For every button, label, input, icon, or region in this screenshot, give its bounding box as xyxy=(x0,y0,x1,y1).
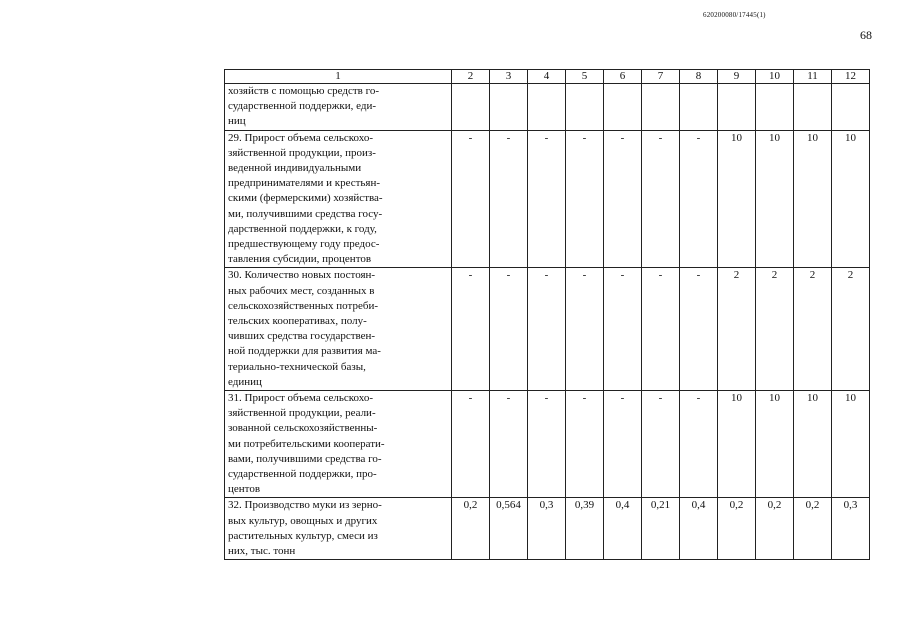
indicator-label-line: сельскохозяйственных потреби- xyxy=(228,299,378,312)
indicator-label-line: 30. Количество новых постоян- xyxy=(228,269,376,282)
value-text: 10 xyxy=(807,131,818,144)
value-cell xyxy=(528,268,566,391)
column-header: 5 xyxy=(566,70,604,84)
value-cell xyxy=(490,84,528,131)
indicators-table xyxy=(224,69,870,560)
value-cell xyxy=(566,268,604,391)
column-header: 2 xyxy=(452,70,490,84)
page-number: 68 xyxy=(860,28,872,42)
value-cell xyxy=(680,498,718,560)
value-cell xyxy=(756,391,794,498)
value-text: 0,4 xyxy=(615,499,630,512)
column-header: 8 xyxy=(680,70,718,84)
value-cell xyxy=(566,130,604,268)
value-cell xyxy=(642,498,680,560)
value-text: 2 xyxy=(733,269,740,282)
column-header-row xyxy=(225,70,870,84)
value-text: 10 xyxy=(731,131,742,144)
value-cell xyxy=(642,268,680,391)
value-cell xyxy=(832,130,870,268)
value-cell xyxy=(756,84,794,131)
column-header: 7 xyxy=(642,70,680,84)
column-header: 10 xyxy=(756,70,794,84)
value-cell xyxy=(528,130,566,268)
value-cell xyxy=(794,498,832,560)
value-cell xyxy=(490,498,528,560)
value-cell xyxy=(452,268,490,391)
value-cell xyxy=(452,130,490,268)
value-text: - xyxy=(620,269,625,282)
value-text: - xyxy=(620,131,625,144)
table-row xyxy=(225,268,870,391)
value-text: - xyxy=(544,131,549,144)
value-cell xyxy=(452,84,490,131)
indicator-label-line: предшествующему году предос- xyxy=(228,238,380,251)
column-header: 3 xyxy=(490,70,528,84)
indicator-label-line: сударственной поддержки, про- xyxy=(228,468,377,481)
value-cell xyxy=(680,268,718,391)
column-header: 11 xyxy=(794,70,832,84)
value-text: - xyxy=(468,131,473,144)
value-text: 0,39 xyxy=(574,499,595,512)
value-text: 0,21 xyxy=(650,499,671,512)
value-text: 10 xyxy=(769,131,780,144)
indicator-label-line: центов xyxy=(228,483,261,496)
value-cell xyxy=(718,130,756,268)
value-text: 2 xyxy=(771,269,778,282)
value-cell xyxy=(794,130,832,268)
value-text: 10 xyxy=(807,392,818,405)
value-text: - xyxy=(658,131,663,144)
value-cell xyxy=(604,268,642,391)
value-text: - xyxy=(696,131,701,144)
value-text: - xyxy=(582,269,587,282)
indicator-label xyxy=(225,391,452,498)
value-text: - xyxy=(506,269,511,282)
value-text: - xyxy=(468,392,473,405)
value-text: 10 xyxy=(845,131,856,144)
value-cell xyxy=(832,268,870,391)
indicator-label-line: вами, получившими средства го- xyxy=(228,452,382,465)
value-cell xyxy=(604,498,642,560)
value-text: 0,2 xyxy=(729,499,744,512)
column-header: 12 xyxy=(832,70,870,84)
value-cell xyxy=(490,391,528,498)
value-cell xyxy=(794,84,832,131)
value-text: - xyxy=(506,131,511,144)
document-id: 620200080/17445(1) xyxy=(703,11,766,19)
indicator-label-line: чивших средства государствен- xyxy=(228,330,376,343)
value-cell xyxy=(756,498,794,560)
indicator-label-line: ной поддержки для развития ма- xyxy=(228,345,381,358)
value-cell xyxy=(566,391,604,498)
indicator-label-line: 29. Прирост объема сельскохо- xyxy=(228,131,373,144)
value-cell xyxy=(528,391,566,498)
value-cell xyxy=(756,130,794,268)
value-cell xyxy=(680,391,718,498)
value-text: 0,3 xyxy=(843,499,858,512)
indicator-label-line: них, тыс. тонн xyxy=(228,545,296,558)
indicator-label-line: вых культур, овощных и других xyxy=(228,514,378,527)
value-cell xyxy=(490,130,528,268)
indicator-label-line: ниц xyxy=(228,115,246,128)
value-text: 0,3 xyxy=(539,499,554,512)
value-cell xyxy=(718,498,756,560)
value-cell xyxy=(604,130,642,268)
value-cell xyxy=(832,498,870,560)
value-text: - xyxy=(696,392,701,405)
value-cell xyxy=(528,84,566,131)
value-cell xyxy=(642,84,680,131)
value-text: 0,4 xyxy=(691,499,706,512)
indicator-label-line: ми, получившими средства госу- xyxy=(228,207,383,220)
value-text: - xyxy=(582,131,587,144)
value-text: 0,564 xyxy=(496,499,521,512)
indicator-label-line: тельских кооперативах, полу- xyxy=(228,315,367,328)
table-row xyxy=(225,391,870,498)
value-cell xyxy=(832,84,870,131)
indicator-label xyxy=(225,268,452,391)
table-row xyxy=(225,498,870,560)
indicator-label-line: зованной сельскохозяйственны- xyxy=(228,422,378,435)
value-text: - xyxy=(582,392,587,405)
value-cell xyxy=(794,391,832,498)
value-text: 10 xyxy=(731,392,742,405)
value-text: 0,2 xyxy=(463,499,478,512)
value-cell xyxy=(794,268,832,391)
value-text: 0,2 xyxy=(767,499,782,512)
indicator-label-line: зяйственной продукции, реали- xyxy=(228,407,376,420)
value-cell xyxy=(718,84,756,131)
value-text: - xyxy=(506,392,511,405)
column-header: 6 xyxy=(604,70,642,84)
table-row xyxy=(225,130,870,268)
value-cell xyxy=(718,391,756,498)
indicator-label-line: 32. Производство муки из зерно- xyxy=(228,499,382,512)
indicator-label-line: веденной индивидуальными xyxy=(228,162,362,175)
indicator-label-line: единиц xyxy=(228,375,262,388)
value-cell xyxy=(832,391,870,498)
value-cell xyxy=(604,391,642,498)
value-text: - xyxy=(658,392,663,405)
value-text: 10 xyxy=(845,392,856,405)
indicator-label-line: растительных культур, смеси из xyxy=(228,529,378,542)
indicator-label-line: тавления субсидии, процентов xyxy=(228,253,372,266)
value-text: 2 xyxy=(809,269,816,282)
value-cell xyxy=(566,84,604,131)
value-cell xyxy=(680,130,718,268)
value-cell xyxy=(452,391,490,498)
value-cell xyxy=(604,84,642,131)
value-cell xyxy=(680,84,718,131)
column-header: 1 xyxy=(225,70,452,84)
value-text: - xyxy=(544,269,549,282)
indicator-label-line: дарственной поддержки, к году, xyxy=(228,222,377,235)
indicator-label xyxy=(225,130,452,268)
indicator-label-line: ных рабочих мест, созданных в xyxy=(228,284,375,297)
indicator-label-line: зяйственной продукции, произ- xyxy=(228,146,376,159)
column-header: 9 xyxy=(718,70,756,84)
indicator-label-line: 31. Прирост объема сельскохо- xyxy=(228,392,373,405)
indicator-label-line: хозяйств с помощью средств го- xyxy=(228,85,379,97)
value-text: 10 xyxy=(769,392,780,405)
indicator-label-line: териально-технической базы, xyxy=(228,360,366,373)
value-cell xyxy=(452,498,490,560)
value-cell xyxy=(642,130,680,268)
value-cell xyxy=(718,268,756,391)
indicator-label-line: ми потребительскими кооперати- xyxy=(228,437,385,450)
value-cell xyxy=(566,498,604,560)
value-text: - xyxy=(658,269,663,282)
indicator-label xyxy=(225,84,452,131)
value-text: - xyxy=(544,392,549,405)
indicator-label-line: сударственной поддержки, еди- xyxy=(228,100,376,113)
value-cell xyxy=(528,498,566,560)
value-cell xyxy=(756,268,794,391)
indicator-label-line: скими (фермерскими) хозяйства- xyxy=(228,192,383,205)
value-text: - xyxy=(620,392,625,405)
value-text: 2 xyxy=(847,269,854,282)
value-cell xyxy=(490,268,528,391)
indicator-label-line: предпринимателями и крестьян- xyxy=(228,177,381,190)
column-header: 4 xyxy=(528,70,566,84)
value-text: 0,2 xyxy=(805,499,820,512)
table-row xyxy=(225,84,870,131)
value-cell xyxy=(642,391,680,498)
value-text: - xyxy=(696,269,701,282)
indicator-label xyxy=(225,498,452,560)
value-text: - xyxy=(468,269,473,282)
